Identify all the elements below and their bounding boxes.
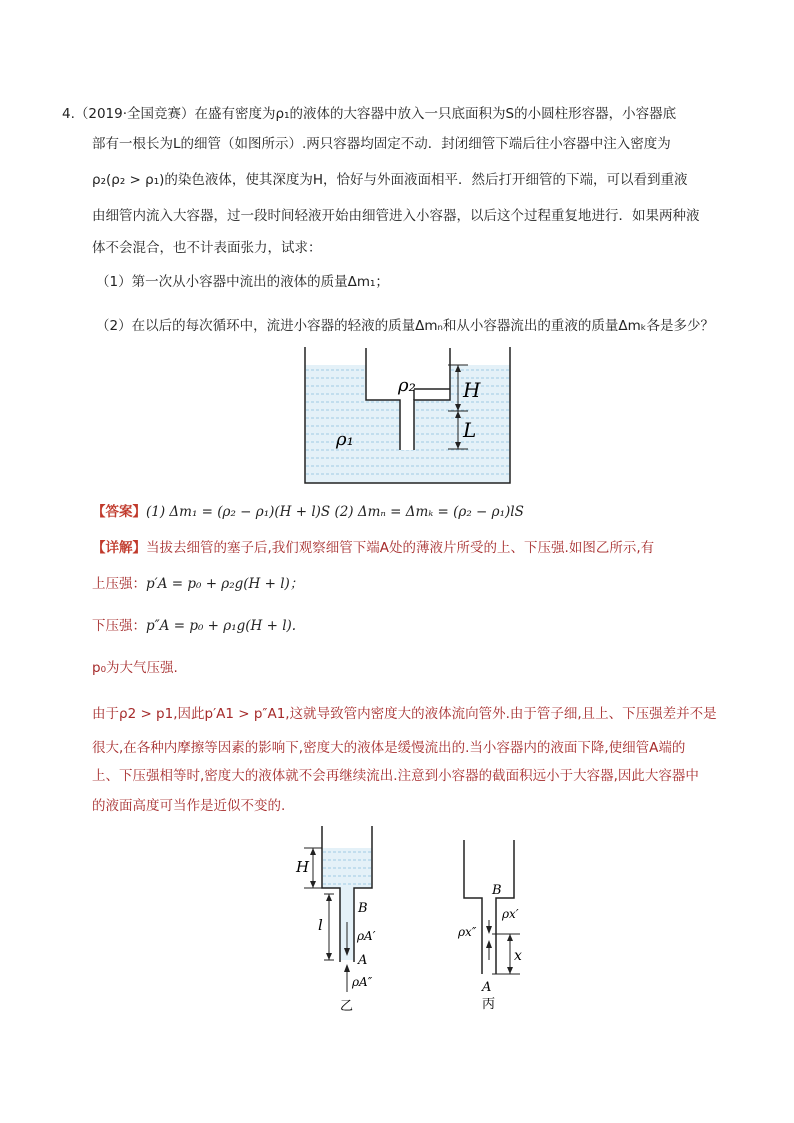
yi-rhoA1-label: ρA′ (357, 929, 376, 943)
p0-line: p₀为大气压强. (92, 660, 178, 676)
bing-dimensions (489, 920, 520, 974)
detail-para-1: 由于ρ2 > p1,因此p′A1 > p″A1,这就导致管内密度大的液体流向管外.由于管子细,且上、下压强差并不是 (92, 706, 717, 722)
detail-para-4: 的液面高度可当作是近似不变的. (92, 798, 286, 814)
yi-caption: 乙 (340, 999, 354, 1014)
rho2-label: ρ₂ (398, 375, 416, 396)
figure-yi (290, 822, 400, 1017)
question-part-2: （2）在以后的每次循环中，流进小容器的轻液的质量Δmₙ和从小容器流出的重液的质量Δmₖ各是多少？ (96, 318, 714, 334)
detail-para-2: 很大,在各种内摩擦等因素的影响下,密度大的液体是缓慢流出的.当小容器内的液面下降,使细管A端的 (92, 740, 686, 756)
yi-arrow-pressure-up (344, 964, 350, 972)
detail-intro: 当拔去细管的塞子后,我们观察细管下端A处的薄液片所受的上、下压强.如图乙所示,有 (146, 540, 655, 556)
bing-arrow-x-down (507, 967, 513, 974)
answer-text: (1) Δm₁ = (ρ₂ − ρ₁)(H + l)S (2) Δmₙ = Δmₖ = (ρ₂ − ρ₁)lS (146, 504, 524, 520)
bing-caption: 丙 (482, 997, 496, 1012)
yi-arrow-l-down (326, 953, 332, 960)
upper-pressure-formula: p′A = p₀ + ρ₂g(H + l)； (146, 576, 304, 592)
figure-bing (448, 836, 558, 1016)
yi-l-label: l (318, 916, 323, 934)
H-label: H (463, 378, 481, 402)
bing-rhox2-label: ρx″ (458, 925, 477, 939)
answer-line (92, 502, 524, 522)
question-line-5: 体不会混合，也不计表面张力，试求： (92, 240, 322, 256)
yi-arrow-l-up (326, 894, 332, 901)
question-line-4: 由细管内流入大容器，过一段时间轻液开始由细管进入小容器，以后这个过程重复地进行．如果两种液 (92, 208, 700, 224)
yi-arrow-H-up (310, 848, 316, 855)
lower-pressure-label: 下压强： (92, 618, 146, 634)
question-line-2: 部有一根长为L的细管（如图所示）.两只容器均固定不动．封闭细管下端后往小容器中注入密度为 (92, 136, 671, 152)
yi-B-label: B (358, 901, 368, 916)
yi-H-label: H (296, 858, 310, 876)
bing-x-label: x (514, 948, 522, 964)
question-line-1: 4.（2019·全国竞赛）在盛有密度为ρ₁的液体的大容器中放入一只底面积为S的小圆柱形容器，小容器底 (62, 106, 677, 122)
tube-inside (400, 400, 414, 450)
detail-line-1 (92, 538, 654, 558)
container-figure (300, 345, 520, 490)
bing-A-label: A (482, 980, 492, 995)
question-line-3: ρ₂(ρ₂ > ρ₁)的染色液体，使其深度为H，恰好与外面液面相平．然后打开细管的下端，可以看到重液 (92, 172, 688, 188)
upper-pressure-label: 上压强： (92, 576, 146, 592)
detail-tag: 【详解】 (92, 540, 146, 556)
yi-arrow-H-down (310, 881, 316, 888)
bing-arrow-pressure-up (486, 940, 492, 948)
question-part-1: （1）第一次从小容器中流出的液体的质量Δm₁； (96, 274, 389, 290)
rho1-label: ρ₁ (336, 429, 354, 450)
yi-A-label: A (358, 953, 368, 968)
bing-arrow-x-up (507, 934, 513, 941)
bing-arrow-pressure-down (486, 926, 492, 934)
yi-rhoA2-label: ρA″ (352, 975, 373, 989)
answer-tag: 【答案】 (92, 504, 146, 520)
detail-para-3: 上、下压强相等时,密度大的液体就不会再继续流出.注意到小容器的截面积远小于大容器,因此大容器中 (92, 768, 699, 784)
L-label: L (463, 418, 477, 442)
lower-pressure-line (92, 616, 296, 636)
bing-B-label: B (492, 883, 502, 898)
lower-pressure-formula: p″A = p₀ + ρ₁g(H + l). (146, 618, 297, 634)
upper-pressure-line (92, 574, 303, 594)
bing-rhox1-label: ρx′ (502, 907, 519, 921)
